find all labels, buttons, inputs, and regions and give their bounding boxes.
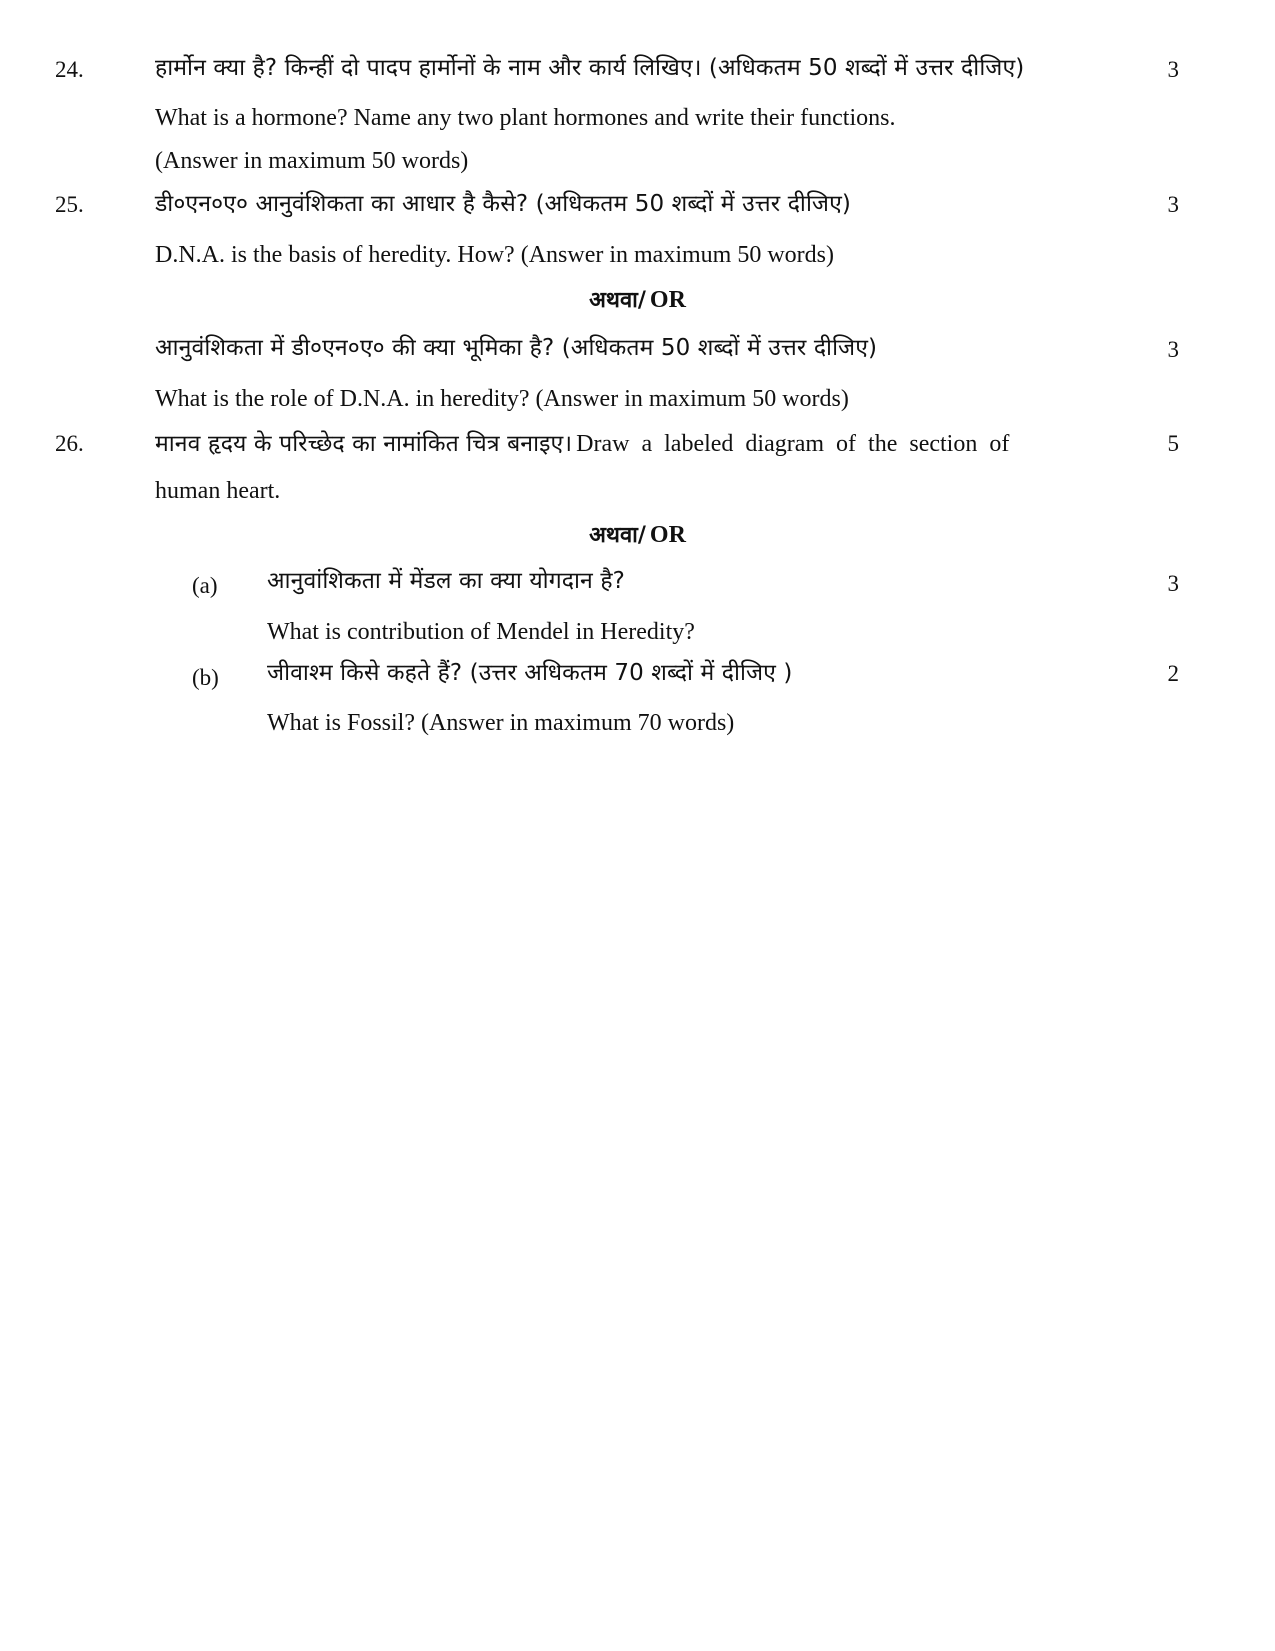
question-text-hindi: हार्मोन क्या है? किन्हीं दो पादप हार्मोनों के नाम और कार्य लिखिए। (अधिकतम 50 शब्दों में उत्तर दीजिए) — [155, 55, 1025, 81]
question-text-hindi: डी०एन०ए० आनुवंशिकता का आधार है कैसे? (अधिकतम 50 शब्दों में उत्तर दीजिए) — [155, 191, 851, 217]
question-marks: 3 — [1167, 337, 1179, 362]
question-number: 25. — [55, 192, 84, 217]
question-text-english: D.N.A. is the basis of heredity. How? (Answer in maximum 50 words) — [155, 242, 834, 268]
or-english: OR — [649, 522, 686, 548]
question-marks: 3 — [1167, 571, 1179, 596]
or-hindi: अथवा/ — [589, 523, 646, 548]
or-english: OR — [649, 287, 686, 313]
sub-question-text-english: What is contribution of Mendel in Heredity? — [267, 619, 695, 645]
sub-question-label: (b) — [192, 665, 219, 690]
question-text-english: Draw a labeled diagram of the section of — [576, 431, 1010, 457]
question-marks: 2 — [1167, 661, 1179, 686]
question-number: 24. — [55, 57, 84, 82]
sub-question-label: (a) — [192, 573, 218, 598]
question-text-hindi: मानव हृदय के परिच्छेद का नामांकित चित्र बनाइए। — [155, 431, 573, 457]
question-marks: 5 — [1167, 431, 1179, 456]
question-text-english: human heart. — [155, 478, 281, 504]
question-text-english: What is the role of D.N.A. in heredity? (Answer in maximum 50 words) — [155, 386, 849, 412]
question-marks: 3 — [1167, 57, 1179, 82]
question-number: 26. — [55, 431, 84, 456]
sub-question-text-hindi: आनुवांशिकता में मेंडल का क्या योगदान है? — [267, 568, 625, 594]
sub-question-text-hindi: जीवाश्म किसे कहते हैं? (उत्तर अधिकतम 70 शब्दों में दीजिए ) — [267, 660, 793, 686]
or-divider — [0, 288, 1275, 312]
or-hindi: अथवा/ — [589, 288, 646, 313]
question-text-english: What is a hormone? Name any two plant hormones and write their functions. — [155, 105, 896, 131]
question-text-hindi: आनुवंशिकता में डी०एन०ए० की क्या भूमिका है? (अधिकतम 50 शब्दों में उत्तर दीजिए) — [155, 335, 878, 361]
question-text-mixed — [155, 432, 1009, 456]
or-divider — [0, 523, 1275, 547]
sub-question-text-english: What is Fossil? (Answer in maximum 70 words) — [267, 710, 735, 736]
question-marks: 3 — [1167, 192, 1179, 217]
question-text-english: (Answer in maximum 50 words) — [155, 148, 469, 174]
